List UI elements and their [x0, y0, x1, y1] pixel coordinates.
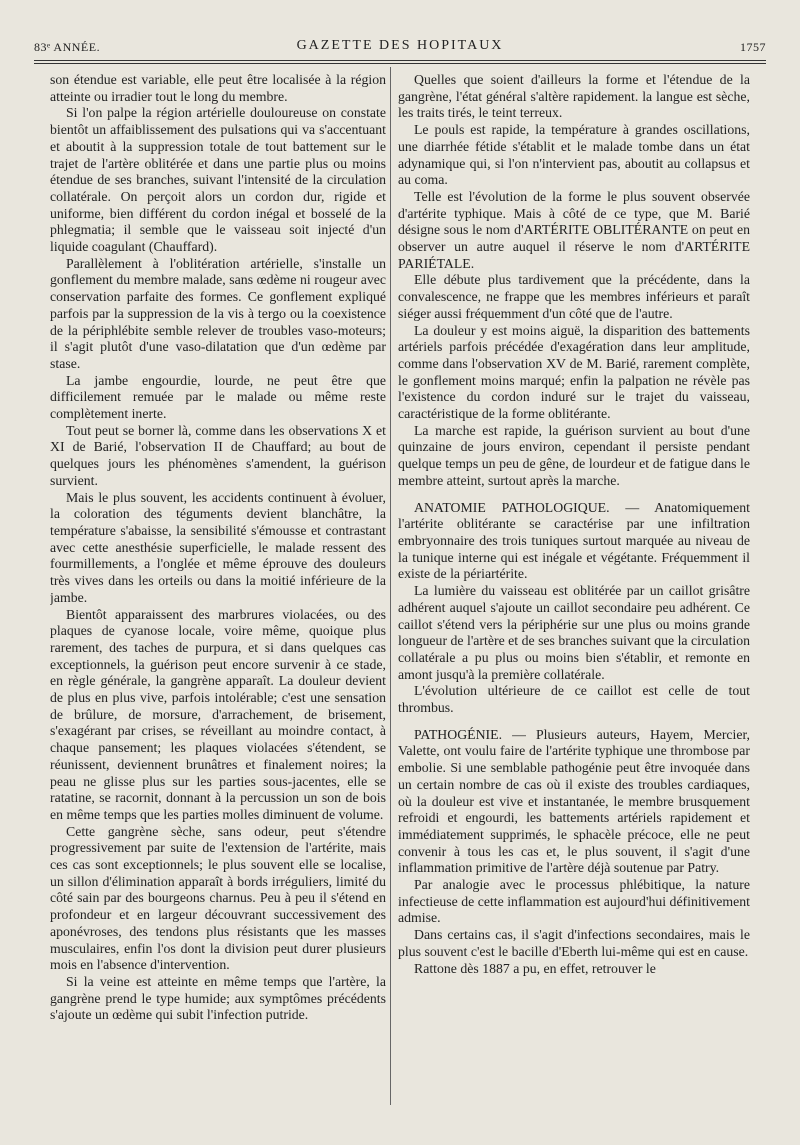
section-anatomie: ANATOMIE PATHOLOGIQUE. — Anatomiquement l'artérite oblitérante se caractérise par une infiltration embryonnaire des trois tuniques surtout marquée au niveau de la tunique interne qui est inégale et végétante. Fréquemment il existe de la périartérite.	[398, 499, 750, 582]
paragraph: Si la veine est atteinte en même temps que l'artère, la gangrène prend le type humide; aux symptômes précédents s'ajoute un œdème qui subit l'infection putride.	[50, 973, 386, 1023]
paragraph: Tout peut se borner là, comme dans les observations X et XI de Barié, l'observation II de Chauffard; au bout de quelques jours les phénomènes s'amendent, la guérison survient.	[50, 422, 386, 488]
paragraph: Rattone dès 1887 a pu, en effet, retrouver le	[414, 960, 656, 976]
paragraph: La lumière du vaisseau est oblitérée par un caillot grisâtre adhérent auquel s'ajoute un caillot secondaire peu adhérent. Ce caillot s'étend vers la périphérie sur une plus ou moins grande longueur de l'artère et de ses branches suivant que la circulation collatérale a pu plus ou moins bien s'établir, et remonte en amont jusqu'à la première collatérale.	[398, 583, 750, 682]
year-label: 83ᵉ ANNÉE.	[34, 40, 101, 54]
paragraph: Quelles que soient d'ailleurs la forme et l'étendue de la gangrène, l'état général s'altère rapidement. la langue est sèche, les traits tirés, le teint terreux.	[398, 72, 750, 121]
right-column	[398, 72, 750, 1105]
paragraph: Bientôt apparaissent des marbrures violacées, ou des plaques de cyanose locale, voire même, quoique plus rarement, des taches de purpura, et si dans quelques cas exceptionnels, la guérison peut encore survenir à ce stade, en règle générale, la gangrène apparaît. La douleur devient de plus en plus vive, parfois intolérable; c'est une sensation de brûlure, de morsure, d'arrachement, de brisement, s'exagérant par crises, se réveillant au moindre contact, à chaque pansement; les plaques violacées s'étendent, se réunissent, deviennent brunâtres et finalement noires; la peau ne glisse plus sur les parties sous-jacentes, elle se ratatine, se racornit, donnant à la percussion un son de bois en même temps que les parties molles diminuent de volume.	[50, 606, 386, 822]
page-number: 1757	[740, 40, 766, 54]
paragraph: L'évolution ultérieure de ce caillot est celle de tout thrombus.	[398, 683, 750, 716]
page-header	[34, 40, 766, 60]
paragraph: Dans certains cas, il s'agit d'infections secondaires, mais le plus souvent c'est le bacille d'Eberth lui-même qui est en cause.	[398, 927, 750, 959]
paragraph: La douleur y est moins aiguë, la disparition des battements artériels parfois précédée d'exagération dans leur amplitude, comme dans l'observation XV de M. Barié, rarement complète, le gonflement moins marqué; enfin la palpation ne révèle pas l'existence du cordon induré sur le trajet du vaisseau, caractéristique de la forme oblitérante.	[398, 322, 750, 422]
left-column	[50, 72, 386, 1105]
header-rule-bottom	[34, 63, 766, 64]
paragraph: Si l'on palpe la région artérielle douloureuse on constate bientôt un affaiblissement des pulsations qui va s'accentuant et aboutit à la suppression totale de tout battement sur le trajet de l'artère oblitérée et dans une partie plus ou moins étendue de ses branches, suivant l'intensité de la circulation collatérale. On perçoit alors un cordon dur, rigide et uniforme, bien différent du cordon inégal et bosselé de la phlegmatia; il semble que le vaisseau soit injecté d'un liquide coagulant (Chauffard).	[50, 105, 386, 255]
paragraph: La jambe engourdie, lourde, ne peut être que difficilement remuée par le malade ou même reste complètement inerte.	[50, 372, 386, 422]
paragraph: Le pouls est rapide, la température à grandes oscillations, une diarrhée fétide s'établit et le malade tombe dans un état adynamique qui, si l'on n'intervient pas, aboutit au collapsus et au coma.	[398, 122, 750, 188]
paragraph: La marche est rapide, la guérison survient au bout d'une quinzaine de jours environ, cependant il persiste pendant quelque temps un peu de gêne, de lourdeur et de fatigue dans le membre atteint, surtout après la marche.	[398, 422, 750, 488]
paragraph: son étendue est variable, elle peut être localisée à la région atteinte ou irradier tout le long du membre.	[50, 72, 386, 104]
paragraph: Mais le plus souvent, les accidents continuent à évoluer, la coloration des téguments devient blanchâtre, la température s'abaisse, la sensibilité s'émousse et contrastant avec cette anesthésie superficielle, le malade ressent des fourmillements, a l'onglée et même éprouve des douleurs très vives dans les orteils ou dans la moitié inférieure de la jambe.	[50, 489, 386, 605]
paragraph: Elle débute plus tardivement que la précédente, dans la convalescence, ne frappe que les membres inférieurs et paraît siéger aussi fréquemment d'un côté que de l'autre.	[398, 272, 750, 321]
journal-title: GAZETTE DES HOPITAUX	[296, 38, 504, 53]
paragraph: Cette gangrène sèche, sans odeur, peut s'étendre progressivement par suite de l'extension de l'artérite, mais ces cas sont exceptionnels; le plus souvent elle se localise, un sillon d'élimination apparaît à bords irréguliers, limité du côté sain par des bourgeons charnus. Peu à peu il s'étend en profondeur et en largeur découvrant successivement des aponévroses, des tendons plus résistants que les masses musculaires, enfin l'os dont la division peut durer plusieurs mois en l'absence d'intervention.	[50, 823, 386, 973]
paragraph: Par analogie avec le processus phlébitique, la nature infectieuse de cette inflammation est aujourd'hui définitivement admise.	[398, 877, 750, 926]
column-divider	[390, 67, 391, 1105]
paragraph: Parallèlement à l'oblitération artérielle, s'installe un gonflement du membre malade, sans œdème ni rougeur avec conservation parfaite des formes. Ce gonflement expliqué parfois par la suppression de la vis à tergo ou la coexistence de la périphlébite semble relever de troubles vaso-moteurs; il s'agit plutôt d'une vaso-dilatation que d'un œdème par stase.	[50, 255, 386, 371]
header-rule-top	[34, 60, 766, 61]
section-pathogenie: PATHOGÉNIE. — Plusieurs auteurs, Hayem, Mercier, Valette, ont voulu faire de l'artérite typhique une thrombose par embolie. Si une semblable pathogénie peut être invoquée dans un certain nombre de cas où il existe des troubles cardiaques, où la douleur est vive et instantanée, le membre brusquement refroidi et engourdi, les battements artériels rapidement et immédiatement supprimés, le sphacèle précoce, elle ne peut convenir à tous les cas et, le plus souvent, il s'agit d'une inflammation primitive de l'artère déjà soutenue par Patry.	[398, 726, 750, 876]
paragraph: Telle est l'évolution de la forme le plus souvent observée d'artérite typhique. Mais à côté de ce type, que M. Barié désigne sous le nom d'ARTÉRITE OBLITÉRANTE on peut en observer un autre auquel il réserve le nom d'ARTÉRITE PARIÉTALE.	[398, 188, 750, 271]
